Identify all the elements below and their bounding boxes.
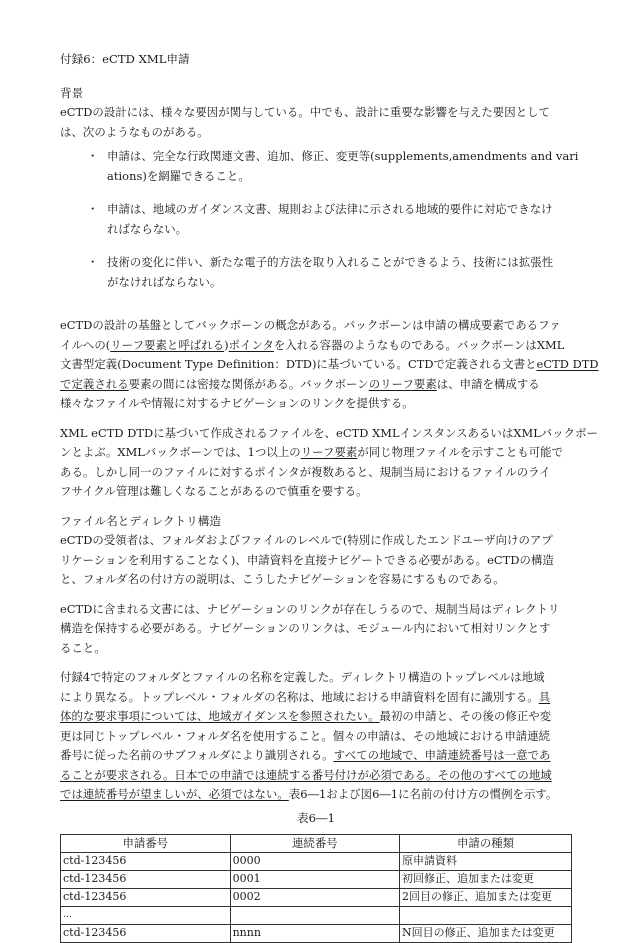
table-cell: 0000 [230, 852, 399, 870]
table-cell: 0001 [230, 870, 399, 888]
table-row [61, 906, 572, 924]
table-cell: ctd-123456 [61, 870, 231, 888]
pointer-term: ポインタ [228, 337, 274, 352]
table-cell: nnnn [230, 924, 399, 942]
table-cell: ctd-123456 [61, 852, 231, 870]
intro-line-2: は、次のようなものがある。 [60, 124, 209, 139]
bullet-item-1: ・ 申請は、完全な行政関連文書、追加、修正、変更等(supplements,amendments and vari ations)を網羅できること。 [87, 149, 579, 183]
table-cell [400, 906, 572, 924]
table-cell: ctd-123456 [61, 888, 231, 906]
intro-line-1: eCTDの設計には、様々な要因が関与している。中でも、設計に重要な影響を与えた要因として [60, 105, 551, 119]
column-header: 申請番号 [61, 834, 231, 852]
table-cell: ctd-123456 [61, 924, 231, 942]
bullet-item-3: ・ 技術の変化に伴い、新たな電子的方法を取り入れることができるよう、技術には拡張性 がなければならない。 [87, 255, 554, 289]
table-cell: 原申請資料 [400, 852, 572, 870]
table-header-row [61, 834, 572, 852]
table-row [61, 924, 572, 942]
table-cell: 2回目の修正、追加または変更 [400, 888, 572, 906]
table-cell: 初回修正、追加または変更 [400, 870, 572, 888]
document-page [60, 50, 599, 943]
appendix-title: 付録6：eCTD XML申請 [60, 52, 190, 66]
column-header: 連続番号 [230, 834, 399, 852]
table-row [61, 888, 572, 906]
bullet-symbol: ・ [87, 202, 99, 216]
bullet-symbol: ・ [87, 149, 99, 163]
files-section-paragraph: eCTDの受領者は、フォルダおよびファイルのレベルで(特別に作成したエンドユーザ向けのアプ リケーションを利用することなく)、申請資料を直接ナビゲートできる必要がある。eCTDの構造 と、フォルダ名の付け方の説明は、こうしたナビゲーションを容易にするものである。 [60, 533, 554, 586]
table-cell [230, 906, 399, 924]
xml-backbone-paragraph: XML eCTD DTDに基づいて作成されるファイルを、eCTD XMLインスタンスあるいはXMLバックボー ンとよぶ。XMLバックボーンでは、1つ以上のリーフ要素が同じ物理ファイルを示すことも可能で ある。しかし同一のファイルに対するポインタが複数あると、規制当局におけるファイルのライ フサイクル管理は難しくなることがあるので慎重を要する。 [60, 425, 599, 498]
table-cell: 0002 [230, 888, 399, 906]
bullet-symbol: ・ [87, 255, 99, 269]
table-cell: … [61, 906, 231, 924]
table-cell: N回目の修正、追加または変更 [400, 924, 572, 942]
leaf-element-term: リーフ要素と呼ばれる [110, 337, 225, 352]
naming-convention-table [60, 834, 572, 943]
bullet-item-2: ・ 申請は、地域のガイダンス文書、規則および法律に示される地域的要件に対応できなけ ればならない。 [87, 202, 553, 236]
navigation-paragraph: eCTDに含まれる文書には、ナビゲーションのリンクが存在しうるので、規制当局はディレクトリ 構造を保持する必要がある。ナビゲーションのリンクは、モジュール内において相対リンクとす ること。 [60, 601, 560, 655]
table-row [61, 870, 572, 888]
background-heading: 背景 [60, 85, 84, 100]
files-section-heading: ファイル名とディレクトリ構造 [60, 513, 221, 528]
backbone-paragraph: eCTDの設計の基盤としてバックボーンの概念がある。バックボーンは申請の構成要素であるファ イルへの(リーフ要素と呼ばれる)ポインタを入れる容器のようなものである。バックボーンはXML 文書型定義(Document Type Definition：DTD)に基づいている。CTDで定義される文書とeCTD DTD で定義される要素の間には密接な関係がある。バックボーンのリーフ要素は、申請を構成する 様々なファイルや情報に対するナビゲーションのリンクを提供する。 [60, 318, 599, 410]
table-caption: 表6―1 [297, 810, 335, 825]
appendix-paragraph: 付録4で特定のフォルダとファイルの名称を定義した。ディレクトリ構造のトップレベルは地域 により異なる。トップレベル・フォルダの名称は、地域における申請資料を固有に識別する。具 体的な要求事項については、地域ガイダンスを参照されたい。最初の申請と、その後の修正や変 更は同じトップレベル・フォルダ名を使用すること。個々の申請は、その地域における申請連続 番号に従った名前のサブフォルダにより識別される。すべての地域で、申請連続番号は一意であ ることが要求される。日本での申請では連続する番号付けが必須である。その他のすべての地域 では連続番号が望ましいが、必須ではない。表6―1および図6―1に名前の付け方の慣例を示す。 [60, 670, 558, 801]
table-row [61, 852, 572, 870]
column-header: 申請の種類 [400, 834, 572, 852]
